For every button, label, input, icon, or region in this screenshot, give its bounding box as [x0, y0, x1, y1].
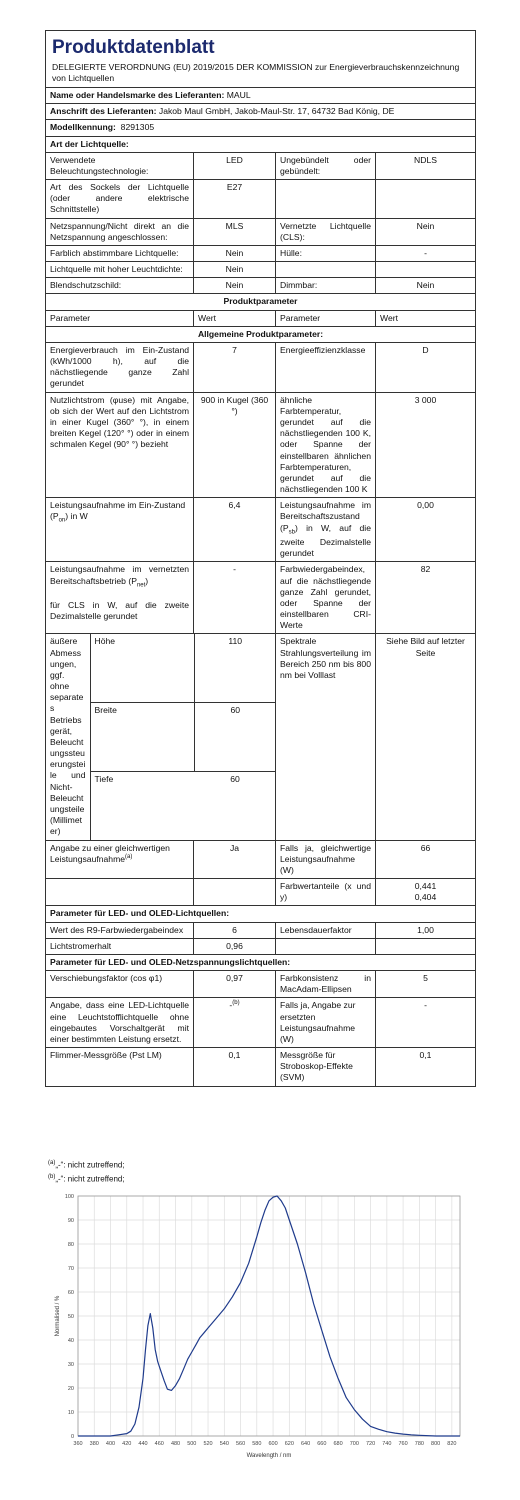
y-tick-label: 70	[67, 1266, 74, 1272]
dimmable-label: Dimmbar:	[276, 278, 376, 294]
bundle-value: NDLS	[376, 152, 476, 179]
x-axis-label: Wavelength / nm	[246, 1453, 292, 1459]
address-row	[46, 104, 476, 120]
brand-row	[46, 88, 476, 104]
power-on-subscript: on	[58, 518, 66, 525]
x-tick-label: 400	[105, 1441, 116, 1447]
standby-label-text: ) in W, auf die zweite Dezimalstelle gerundet	[280, 522, 371, 559]
model-value: 8291305	[120, 122, 155, 133]
chromaticity-x: 0,441	[414, 881, 437, 892]
depth-label: Tiefe	[94, 774, 114, 785]
x-tick-label: 660	[317, 1441, 327, 1447]
x-tick-label: 740	[382, 1441, 392, 1447]
y-tick-label: 30	[67, 1362, 74, 1368]
tech-value: LED	[194, 152, 276, 179]
y-tick-label: 40	[67, 1338, 74, 1344]
energy-value: 7	[194, 342, 276, 392]
x-tick-label: 620	[284, 1441, 294, 1447]
empty-cell	[376, 262, 476, 278]
dimensions-cell	[46, 634, 276, 840]
networked-standby-note: für CLS in W, auf die zweite Dezimalstelle gerundet	[50, 600, 189, 622]
maintenance-label: Lichtstromerhalt	[46, 938, 194, 954]
energy-class-label: Energieeffizienzklasse	[276, 342, 376, 392]
flicker-value: 0,1	[194, 1048, 276, 1087]
light-source-type-heading: Art der Lichtquelle:	[46, 136, 476, 152]
mains-value: MLS	[194, 218, 276, 245]
cct-value: 3 000	[376, 392, 476, 498]
y-tick-label: 50	[67, 1314, 74, 1320]
address-value: Jakob Maul GmbH, Jakob-Maul-Str. 17, 64732 Bad König, DE	[158, 106, 395, 117]
x-tick-label: 460	[154, 1441, 164, 1447]
equivalent-power-value: Ja	[194, 840, 276, 879]
x-tick-label: 640	[300, 1441, 311, 1447]
brand-label: Name oder Handelsmarke des Lieferanten:	[50, 90, 225, 101]
equivalent-power-text: Angabe zu einer gleichwertigen Leistungsaufnahme	[50, 842, 170, 864]
height-value: 110	[194, 634, 276, 702]
replaced-power-value: -	[376, 998, 476, 1048]
r9-label: Wert des R9-Farbwiedergabeindex	[46, 922, 194, 938]
flux-label: Nutzlichtstrom (φuse) mit Angabe, ob sich der Wert auf den Lichtstrom in einer Kugel (360° °), in einem breiten Kegel (120° °) oder in einem schmalen Kegel (90° °) bezieht	[46, 392, 194, 498]
bundle-label: Ungebündelt oder gebündelt:	[276, 152, 376, 179]
flux-value: 900 in Kugel (360 °)	[194, 392, 276, 498]
replacement-label: Angabe, dass eine LED-Lichtquelle eine Leuchtstofflichtquelle ohne eingebautes Vorschaltgerät mit einer bestimmten Leistung ersetzt.	[46, 998, 194, 1048]
footnotes	[48, 1158, 125, 1187]
empty-cell	[276, 938, 376, 954]
empty-cell	[376, 180, 476, 219]
equivalent-watts-label: Falls ja, gleichwertige Leistungsaufnahme (W)	[276, 840, 376, 879]
address-label: Anschrift des Lieferanten:	[50, 106, 157, 117]
cct-label: ähnliche Farbtemperatur, gerundet auf die nächstliegenden 100 K, oder Spanne der einstellbaren ähnlichen Farbtemperaturen, gerundet auf die nächstliegenden 100 K	[276, 392, 376, 498]
empty-cell	[46, 879, 194, 906]
product-params-heading: Produktparameter	[46, 294, 476, 310]
r9-value: 6	[194, 922, 276, 938]
x-tick-label: 420	[122, 1441, 132, 1447]
y-tick-label: 60	[67, 1290, 74, 1296]
column-header-value: Wert	[194, 310, 276, 326]
x-tick-label: 780	[414, 1441, 424, 1447]
chromaticity-value	[376, 879, 476, 906]
flicker-label: Flimmer-Messgröße (Pst LM)	[46, 1048, 194, 1087]
led-params-heading: Parameter für LED- und OLED-Lichtquellen:	[46, 906, 476, 922]
footnote-a-mark: (a)	[125, 853, 133, 860]
stroboscopic-value: 0,1	[376, 1048, 476, 1087]
y-tick-label: 100	[64, 1194, 74, 1200]
networked-standby-value: -	[194, 562, 276, 634]
brand-value: MAUL	[226, 90, 251, 101]
model-label: Modellkennung:	[50, 122, 116, 133]
datasheet	[45, 30, 475, 1087]
height-label: Höhe	[90, 634, 194, 702]
standby-subscript: sb	[288, 529, 295, 536]
colour-tunable-value: Nein	[194, 245, 276, 261]
depth-value: 60	[230, 774, 240, 785]
replacement-value-text: -	[229, 1000, 233, 1011]
displacement-label: Verschiebungsfaktor (cos φ1)	[46, 971, 194, 998]
power-on-label-text: ) in W	[65, 511, 88, 522]
footnote-b	[48, 1172, 125, 1186]
footnote-a-marker: (a)	[48, 1160, 56, 1166]
x-tick-label: 800	[431, 1441, 441, 1447]
standby-label	[276, 498, 376, 562]
x-tick-label: 720	[366, 1441, 376, 1447]
empty-cell	[276, 262, 376, 278]
envelope-value: -	[376, 245, 476, 261]
glare-value: Nein	[194, 278, 276, 294]
networked-standby-label	[46, 562, 194, 634]
cls-label: Vernetzte Lichtquelle (CLS):	[276, 218, 376, 245]
colour-tunable-label: Farblich abstimmbare Lichtquelle:	[46, 245, 194, 261]
y-tick-label: 20	[67, 1386, 74, 1392]
regulation-text: DELEGIERTE VERORDNUNG (EU) 2019/2015 DER KOMMISSION zur Energieverbrauchskennzeichnung von Lichtquellen	[52, 61, 460, 83]
standby-value: 0,00	[376, 498, 476, 562]
spectral-label: Spektrale Strahlungsverteilung im Bereich 250 nm bis 800 nm bei Volllast	[276, 634, 376, 840]
x-tick-label: 600	[268, 1441, 278, 1447]
datasheet-table	[45, 30, 476, 1087]
x-tick-label: 700	[349, 1441, 359, 1447]
x-tick-label: 360	[73, 1441, 83, 1447]
footnote-b-marker: (b)	[48, 1174, 56, 1181]
page-title: Produktdatenblatt	[52, 37, 215, 58]
power-on-label	[46, 498, 194, 562]
high-luminance-label: Lichtquelle mit hoher Leuchtdichte:	[46, 262, 194, 278]
socket-value: E27	[194, 180, 276, 219]
empty-cell	[376, 938, 476, 954]
width-label: Breite	[90, 702, 194, 772]
networked-standby-subscript: net	[136, 582, 146, 589]
y-axis-label: Normalised / %	[55, 1295, 61, 1337]
chromaticity-label: Farbwertanteile (x und y)	[276, 879, 376, 906]
x-tick-label: 480	[170, 1441, 181, 1447]
dimmable-value: Nein	[376, 278, 476, 294]
spectral-value: Siehe Bild auf letzter Seite	[376, 634, 476, 840]
x-tick-label: 820	[447, 1441, 457, 1447]
maintenance-value: 0,96	[194, 938, 276, 954]
x-tick-label: 500	[187, 1441, 197, 1447]
cri-label: Farbwiedergabeindex, auf die nächstliegende ganze Zahl gerundet, oder Spanne der einstellbaren CRI-Werte	[276, 562, 376, 634]
footnote-b-mark: (b)	[232, 1000, 240, 1007]
tech-label: Verwendete Beleuchtungstechnologie:	[46, 152, 194, 179]
y-tick-label: 90	[67, 1218, 74, 1224]
spectrum-chart	[50, 1188, 470, 1463]
model-row	[46, 120, 476, 136]
footnote-a	[48, 1158, 125, 1172]
dimensions-table	[46, 634, 276, 839]
power-on-label-text: Leistungsaufnahme im Ein-Zustand (P	[50, 500, 186, 522]
displacement-value: 0,97	[194, 971, 276, 998]
replacement-value	[194, 998, 276, 1048]
mains-label: Netzspannung/Nicht direkt an die Netzspannung angeschlossen:	[46, 218, 194, 245]
x-tick-label: 560	[235, 1441, 246, 1447]
footnote-a-text: „-“: nicht zutreffend;	[55, 1160, 125, 1170]
x-tick-label: 760	[398, 1441, 408, 1447]
column-header-param: Parameter	[46, 310, 194, 326]
x-tick-label: 440	[138, 1441, 148, 1447]
x-tick-label: 520	[203, 1441, 213, 1447]
mains-params-heading: Parameter für LED- und OLED-Netzspannungslichtquellen:	[46, 954, 476, 970]
high-luminance-value: Nein	[194, 262, 276, 278]
replaced-power-label: Falls ja, Angabe zur ersetzten Leistungsaufnahme (W)	[276, 998, 376, 1048]
cri-value: 82	[376, 562, 476, 634]
lifetime-label: Lebensdauerfaktor	[276, 922, 376, 938]
standby-label-text: Leistungsaufnahme im Bereitschaftszustand (P	[280, 500, 371, 533]
equivalent-power-label	[46, 840, 194, 879]
y-tick-label: 0	[70, 1434, 74, 1440]
title-cell	[46, 31, 476, 88]
empty-cell	[276, 180, 376, 219]
power-on-value: 6,4	[194, 498, 276, 562]
y-tick-label: 10	[67, 1410, 74, 1416]
column-header-value: Wert	[376, 310, 476, 326]
x-tick-label: 680	[333, 1441, 343, 1447]
dimensions-label: äußere Abmessungen, ggf. ohne separates Betriebsgerät, Beleuchtungssteuerungsteile und Nicht-Beleuchtungsteile (Millimeter)	[46, 634, 90, 839]
energy-class-value: D	[376, 342, 476, 392]
general-params-heading: Allgemeine Produktparameter:	[46, 326, 476, 342]
colour-consistency-label: Farbkonsistenz in MacAdam-Ellipsen	[276, 971, 376, 998]
width-value: 60	[194, 702, 276, 772]
chromaticity-y: 0,404	[414, 892, 437, 903]
glare-label: Blendschutzschild:	[46, 278, 194, 294]
stroboscopic-label: Messgröße für Stroboskop-Effekte (SVM)	[276, 1048, 376, 1087]
x-tick-label: 580	[252, 1441, 262, 1447]
lifetime-value: 1,00	[376, 922, 476, 938]
cls-value: Nein	[376, 218, 476, 245]
energy-label: Energieverbrauch im Ein-Zustand (kWh/1000 h), auf die nächstliegende ganze Zahl gerundet	[46, 342, 194, 392]
networked-standby-text: )	[145, 575, 149, 586]
equivalent-watts-value: 66	[376, 840, 476, 879]
colour-consistency-value: 5	[376, 971, 476, 998]
footnote-b-text: „-“: nicht zutreffend;	[55, 1174, 125, 1184]
x-tick-label: 380	[89, 1441, 99, 1447]
envelope-label: Hülle:	[276, 245, 376, 261]
x-tick-label: 540	[219, 1441, 229, 1447]
column-header-param: Parameter	[276, 310, 376, 326]
empty-cell	[194, 879, 276, 906]
socket-label: Art des Sockels der Lichtquelle (oder andere elektrische Schnittstelle)	[46, 180, 194, 219]
y-tick-label: 80	[67, 1242, 74, 1248]
networked-standby-text: Leistungsaufnahme im vernetzten Bereitschaftsbetrieb (P	[50, 564, 189, 586]
